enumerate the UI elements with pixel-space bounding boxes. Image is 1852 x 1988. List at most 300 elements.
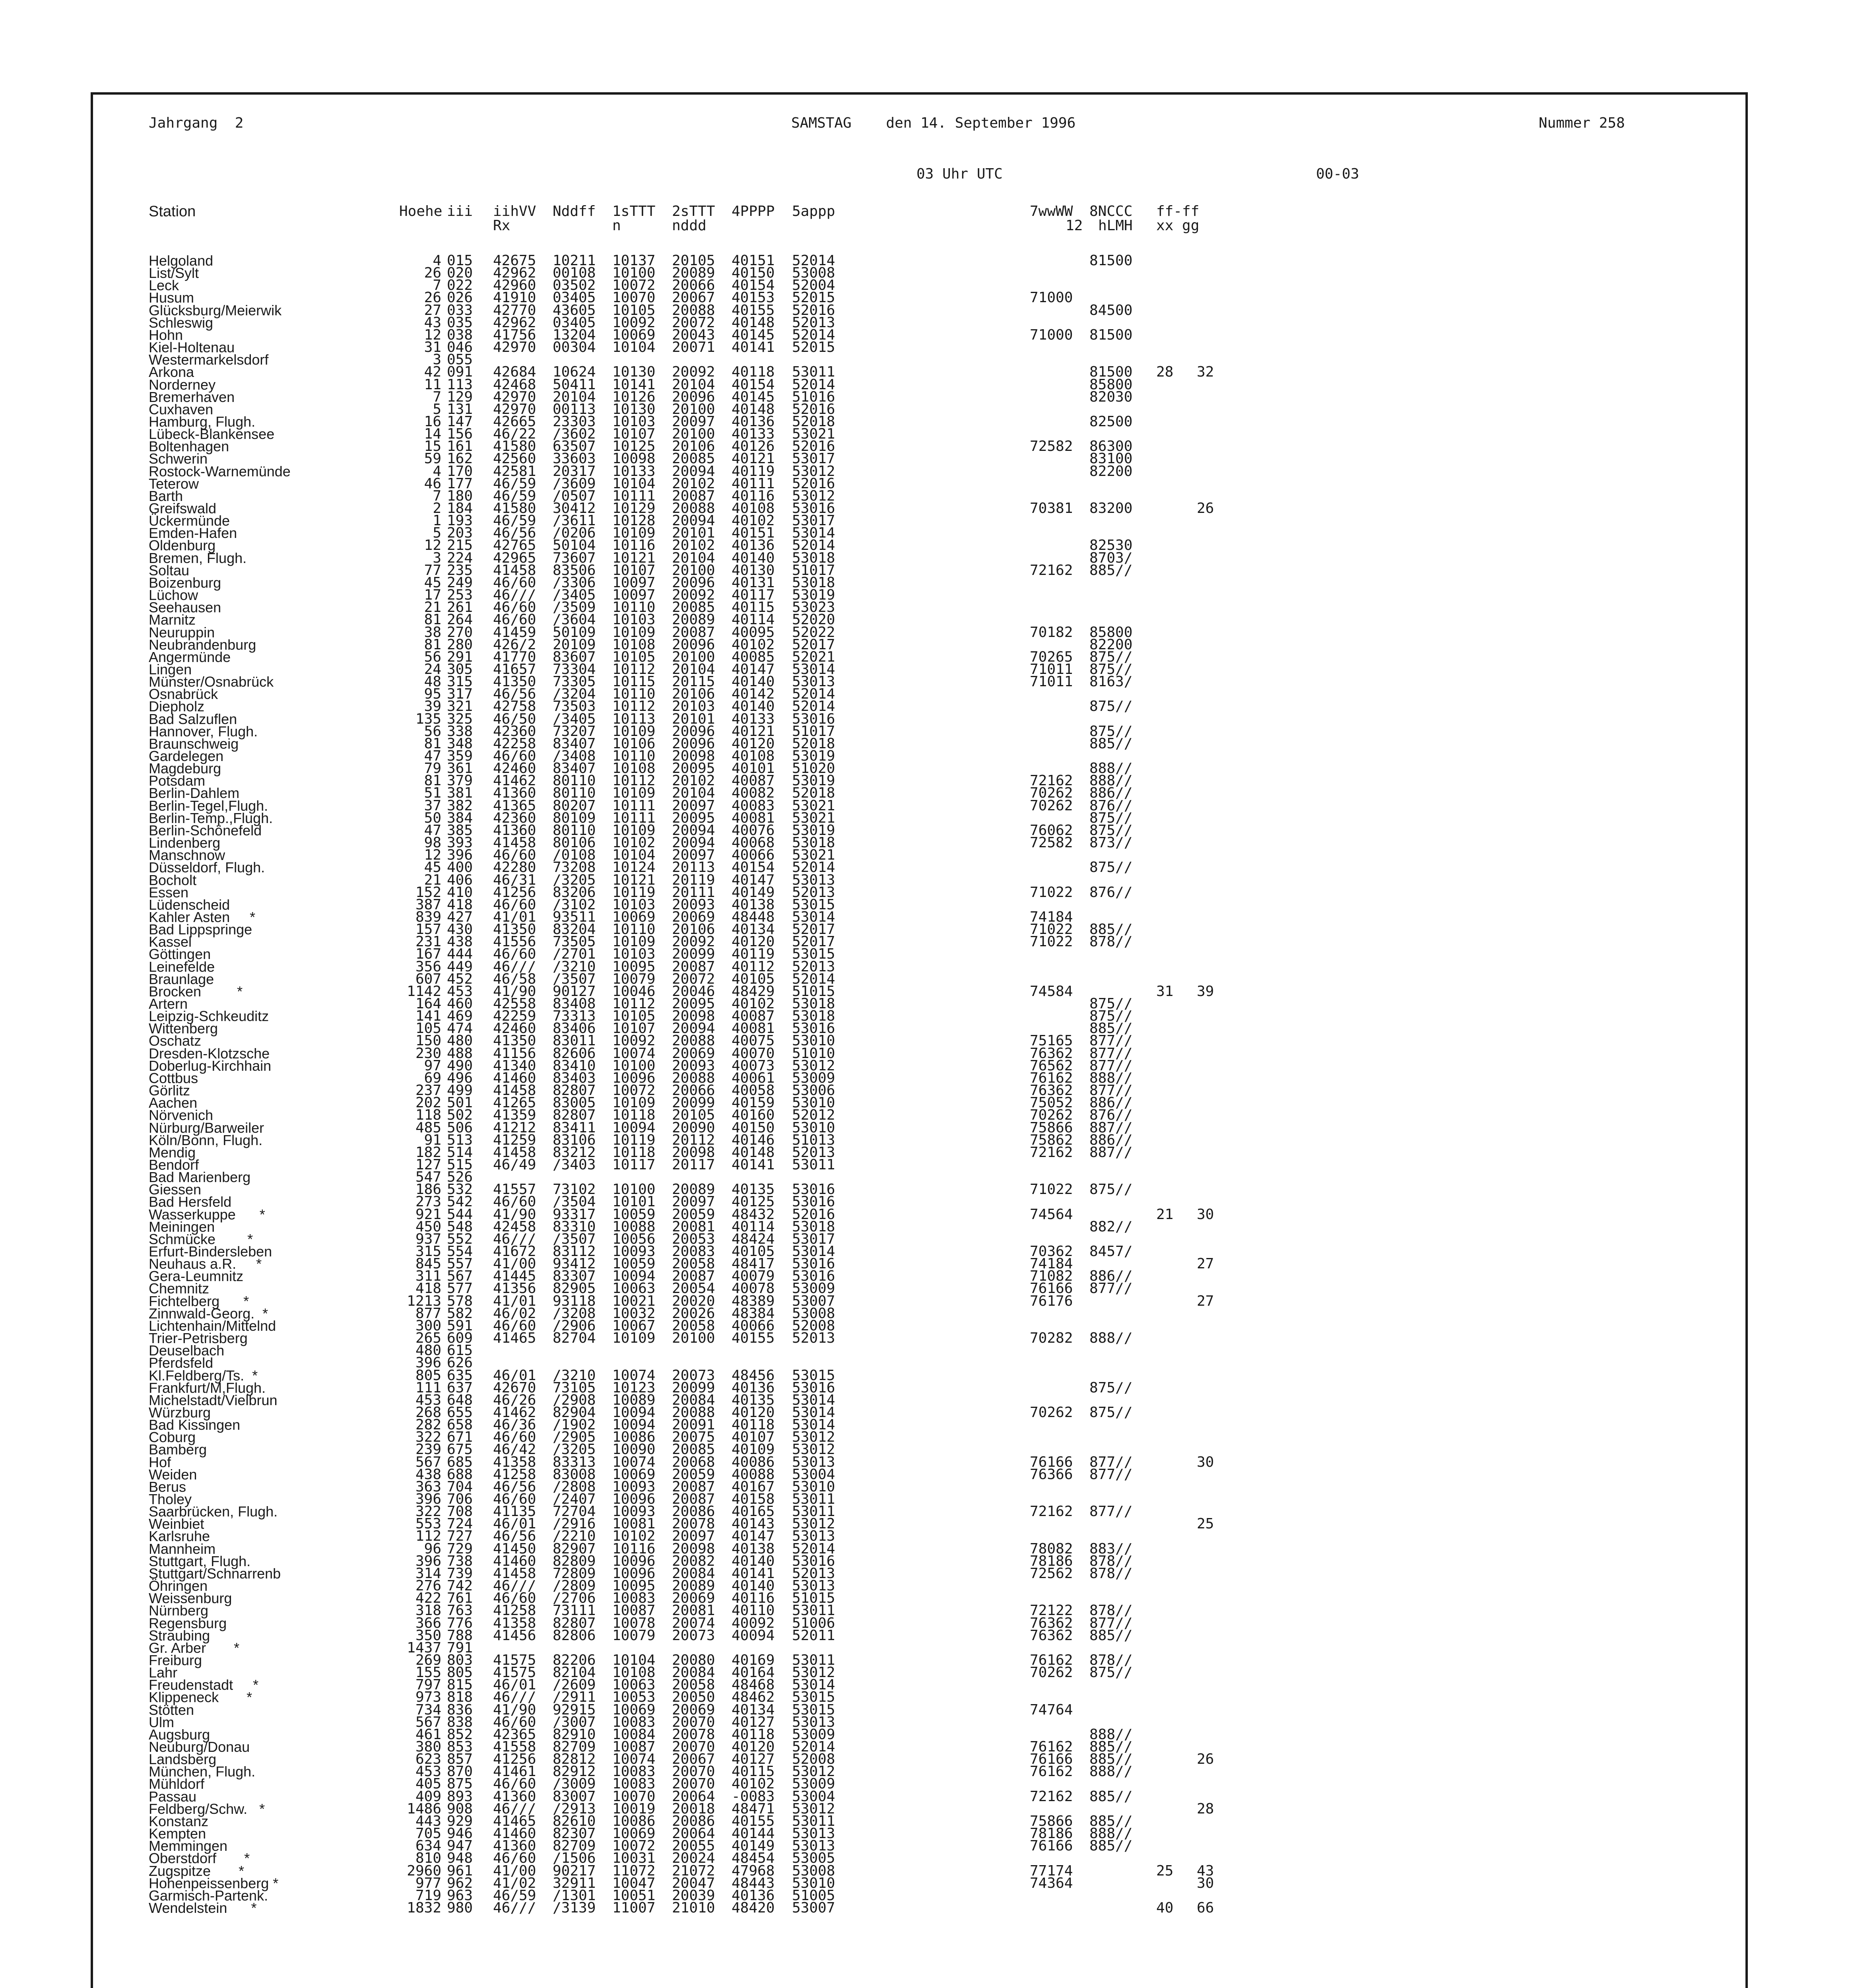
group-iihvv: 41460 xyxy=(493,1825,536,1842)
station-height: 418 xyxy=(415,1280,441,1297)
station-id: 215 xyxy=(447,537,473,554)
station-height: 269 xyxy=(415,1652,441,1668)
station-height: 1142 xyxy=(407,983,441,1000)
group-4pppp: 48454 xyxy=(732,1850,775,1867)
group-8nccc: 85800 xyxy=(1089,624,1133,641)
station-id: 396 xyxy=(447,847,473,864)
station-height: 937 xyxy=(415,1231,441,1247)
group-iihvv: 41465 xyxy=(493,1813,536,1829)
station-name: Pferdsfeld xyxy=(149,1355,214,1371)
station-name: Ückermünde xyxy=(149,513,230,529)
station-height: 81 xyxy=(424,773,441,789)
group-iihvv: 41456 xyxy=(493,1627,536,1644)
group-4pppp: 47968 xyxy=(732,1862,775,1879)
station-height: 45 xyxy=(424,574,441,591)
station-height: 380 xyxy=(415,1739,441,1755)
group-4pppp: 40153 xyxy=(732,289,775,306)
station-height: 2 xyxy=(433,500,441,516)
group-2sttt: 20088 xyxy=(672,500,715,516)
group-8nccc: 876// xyxy=(1089,797,1133,814)
group-4pppp: 40141 xyxy=(732,1156,775,1173)
group-nddff: 83313 xyxy=(553,1454,596,1470)
group-iihvv: 41350 xyxy=(493,1033,536,1049)
station-name: Frankfurt/M,Flugh. xyxy=(149,1379,266,1396)
col-header-ttt1-sub: n xyxy=(612,217,621,234)
group-2sttt: 20099 xyxy=(672,946,715,963)
group-5appp: 53004 xyxy=(792,1466,835,1483)
group-2sttt: 20058 xyxy=(672,1256,715,1272)
station-height: 480 xyxy=(415,1342,441,1359)
station-name: Göttingen xyxy=(149,946,211,963)
group-2sttt: 20078 xyxy=(672,1726,715,1743)
group-1sttt: 10141 xyxy=(612,376,656,393)
station-height: 438 xyxy=(415,1466,441,1483)
group-nddff: 03405 xyxy=(553,314,596,331)
group-5appp: 53014 xyxy=(792,1677,835,1693)
station-height: 839 xyxy=(415,909,441,925)
group-5appp: 53011 xyxy=(792,1652,835,1668)
station-id: 857 xyxy=(447,1751,473,1768)
group-4pppp: 40070 xyxy=(732,1045,775,1062)
group-nddff: 80110 xyxy=(553,785,596,802)
station-height: 3 xyxy=(433,351,441,368)
station-id: 615 xyxy=(447,1342,473,1359)
group-nddff: /0108 xyxy=(553,847,596,864)
group-5appp: 53012 xyxy=(792,1664,835,1681)
group-nddff: 83212 xyxy=(553,1144,596,1161)
group-2sttt: 20089 xyxy=(672,612,715,628)
group-2sttt: 20086 xyxy=(672,1813,715,1829)
group-4pppp: 40149 xyxy=(732,1838,775,1854)
station-name: Osnabrück xyxy=(149,686,218,703)
station-height: 405 xyxy=(415,1776,441,1792)
group-2sttt: 20088 xyxy=(672,1070,715,1086)
group-iihvv: 42670 xyxy=(493,1379,536,1396)
group-7wwww: 72162 xyxy=(1030,1788,1073,1805)
group-1sttt: 10109 xyxy=(612,723,656,740)
group-1sttt: 10047 xyxy=(612,1875,656,1891)
group-7wwww: 74184 xyxy=(1030,1256,1073,1272)
station-name: Rostock-Warnemünde xyxy=(149,463,291,480)
station-id: 532 xyxy=(447,1181,473,1198)
station-id: 515 xyxy=(447,1156,473,1173)
group-8nccc: 882// xyxy=(1089,1218,1133,1235)
group-1sttt: 10079 xyxy=(612,971,656,987)
station-name: Neubrandenburg xyxy=(149,636,256,653)
group-7wwww: 74184 xyxy=(1030,909,1073,925)
station-name: Bendorf xyxy=(149,1156,199,1173)
group-nddff: 82606 xyxy=(553,1045,596,1062)
group-nddff: /1301 xyxy=(553,1887,596,1904)
group-1sttt: 10070 xyxy=(612,289,656,306)
group-8nccc: 82500 xyxy=(1089,413,1133,430)
group-iihvv: 46/60 xyxy=(493,1850,536,1867)
station-name: Bremen, Flugh. xyxy=(149,549,247,566)
group-4pppp: 40082 xyxy=(732,785,775,802)
station-name: Lüchow xyxy=(149,587,198,604)
group-iihvv: 41/90 xyxy=(493,1701,536,1718)
group-1sttt: 10105 xyxy=(612,648,656,665)
group-nddff: 83008 xyxy=(553,1466,596,1483)
station-height: 56 xyxy=(424,723,441,740)
group-1sttt: 10109 xyxy=(612,934,656,950)
station-height: 877 xyxy=(415,1305,441,1322)
group-1sttt: 10031 xyxy=(612,1850,656,1867)
group-4pppp: 40105 xyxy=(732,971,775,987)
group-nddff: 73111 xyxy=(553,1602,596,1619)
station-height: 47 xyxy=(424,748,441,764)
group-iihvv: 41/02 xyxy=(493,1875,536,1891)
station-height: 97 xyxy=(424,1057,441,1074)
group-5appp: 52022 xyxy=(792,624,835,641)
group-1sttt: 10104 xyxy=(612,1652,656,1668)
group-7wwww: 76162 xyxy=(1030,1652,1073,1668)
group-iihvv: 41460 xyxy=(493,1070,536,1086)
group-4pppp: 40118 xyxy=(732,1417,775,1433)
station-name: Bocholt xyxy=(149,872,197,888)
group-5appp: 53011 xyxy=(792,1156,835,1173)
station-id: 384 xyxy=(447,810,473,826)
group-1sttt: 10103 xyxy=(612,413,656,430)
station-id: 514 xyxy=(447,1144,473,1161)
station-id: 870 xyxy=(447,1763,473,1780)
group-nddff: 93317 xyxy=(553,1206,596,1223)
station-height: 26 xyxy=(424,265,441,282)
station-name: Bad Salzuflen xyxy=(149,711,237,727)
group-2sttt: 20098 xyxy=(672,1540,715,1557)
group-1sttt: 10128 xyxy=(612,513,656,529)
station-id: 685 xyxy=(447,1454,473,1470)
station-height: 182 xyxy=(415,1144,441,1161)
station-id: 033 xyxy=(447,302,473,318)
group-iihvv: 41462 xyxy=(493,773,536,789)
station-height: 4 xyxy=(433,463,441,480)
station-name: Saarbrücken, Flugh. xyxy=(149,1503,278,1520)
group-iihvv: 41557 xyxy=(493,1181,536,1198)
group-8nccc: 885// xyxy=(1089,735,1133,752)
station-id: 729 xyxy=(447,1540,473,1557)
group-8nccc: 888// xyxy=(1089,1825,1133,1842)
group-nddff: 83007 xyxy=(553,1788,596,1805)
group-7wwww: 71022 xyxy=(1030,934,1073,950)
group-iihvv: 41458 xyxy=(493,562,536,579)
group-2sttt: 20067 xyxy=(672,1751,715,1768)
group-2sttt: 20073 xyxy=(672,1627,715,1644)
group-1sttt: 10118 xyxy=(612,1107,656,1124)
group-1sttt: 10094 xyxy=(612,1268,656,1285)
group-1sttt: 11007 xyxy=(612,1899,656,1916)
station-height: 47 xyxy=(424,822,441,839)
group-iihvv: 46/56 xyxy=(493,1478,536,1495)
station-height: 24 xyxy=(424,661,441,678)
station-id: 338 xyxy=(447,723,473,740)
group-5appp: 52008 xyxy=(792,1317,835,1334)
group-7wwww: 70182 xyxy=(1030,624,1073,641)
group-5appp: 53019 xyxy=(792,587,835,604)
group-nddff: 13204 xyxy=(553,326,596,343)
station-height: 141 xyxy=(415,1008,441,1025)
group-1sttt: 10072 xyxy=(612,1082,656,1099)
group-1sttt: 10104 xyxy=(612,339,656,356)
group-5appp: 53013 xyxy=(792,1454,835,1470)
group-nddff: 83407 xyxy=(553,735,596,752)
group-iihvv: 46/60 xyxy=(493,748,536,764)
group-7wwww: 71000 xyxy=(1030,326,1073,343)
group-2sttt: 20104 xyxy=(672,661,715,678)
station-id: 460 xyxy=(447,996,473,1012)
group-2sttt: 20102 xyxy=(672,773,715,789)
group-iihvv: 42360 xyxy=(493,723,536,740)
group-4pppp: 40136 xyxy=(732,1379,775,1396)
group-1sttt: 10074 xyxy=(612,1454,656,1470)
group-8nccc: 875// xyxy=(1089,1379,1133,1396)
group-nddff: 73305 xyxy=(553,674,596,690)
group-4pppp: 40121 xyxy=(732,450,775,467)
group-nddff: /3009 xyxy=(553,1776,596,1792)
group-4pppp: 40147 xyxy=(732,661,775,678)
station-id: 022 xyxy=(447,277,473,294)
group-nddff: 03502 xyxy=(553,277,596,294)
group-1sttt: 10112 xyxy=(612,773,656,789)
station-id: 513 xyxy=(447,1132,473,1148)
group-iihvv: 42970 xyxy=(493,388,536,405)
group-8nccc: 876// xyxy=(1089,884,1133,901)
station-name: Gera-Leumnitz xyxy=(149,1268,244,1285)
group-2sttt: 20084 xyxy=(672,1664,715,1681)
group-5appp: 53010 xyxy=(792,1478,835,1495)
group-5appp: 52014 xyxy=(792,859,835,876)
group-2sttt: 20097 xyxy=(672,1528,715,1545)
group-4pppp: 40127 xyxy=(732,1714,775,1730)
group-2sttt: 20104 xyxy=(672,549,715,566)
group-5appp: 51016 xyxy=(792,388,835,405)
group-7wwww: 75866 xyxy=(1030,1119,1073,1136)
col-header-nccc: 8NCCC xyxy=(1089,203,1133,219)
group-1sttt: 10100 xyxy=(612,1181,656,1198)
group-4pppp: 40111 xyxy=(732,475,775,492)
group-nddff: /2908 xyxy=(553,1392,596,1408)
group-1sttt: 10092 xyxy=(612,314,656,331)
station-height: 719 xyxy=(415,1887,441,1904)
group-8nccc: 877// xyxy=(1089,1454,1133,1470)
group-8nccc: 83100 xyxy=(1089,450,1133,467)
group-1sttt: 10110 xyxy=(612,748,656,764)
station-height: 27 xyxy=(424,302,441,318)
group-5appp: 53015 xyxy=(792,1367,835,1384)
group-nddff: 43605 xyxy=(553,302,596,318)
station-id: 359 xyxy=(447,748,473,764)
group-7wwww: 72582 xyxy=(1030,438,1073,455)
station-id: 131 xyxy=(447,401,473,417)
station-name: Regensburg xyxy=(149,1615,227,1631)
station-height: 105 xyxy=(415,1020,441,1037)
col-header-ttt1: 1sTTT xyxy=(612,203,656,219)
group-iihvv: 41259 xyxy=(493,1132,536,1148)
group-2sttt: 20069 xyxy=(672,909,715,925)
group-1sttt: 10123 xyxy=(612,1379,656,1396)
group-iihvv: 46/31 xyxy=(493,872,536,888)
group-1sttt: 10110 xyxy=(612,921,656,938)
group-7wwww: 71022 xyxy=(1030,921,1073,938)
group-1sttt: 10110 xyxy=(612,599,656,616)
group-2sttt: 20106 xyxy=(672,921,715,938)
group-iihvv: 41657 xyxy=(493,661,536,678)
station-name: Coburg xyxy=(149,1429,196,1446)
group-2sttt: 20105 xyxy=(672,252,715,269)
station-id: 305 xyxy=(447,661,473,678)
group-5appp: 52017 xyxy=(792,636,835,653)
group-ff-xx: 31 xyxy=(1156,983,1174,1000)
station-name: Bad Hersfeld xyxy=(149,1194,232,1210)
group-nddff: 50411 xyxy=(553,376,596,393)
station-height: 12 xyxy=(424,847,441,864)
station-name: Diepholz xyxy=(149,698,205,715)
station-name: Cottbus xyxy=(149,1070,198,1086)
group-nddff: 00304 xyxy=(553,339,596,356)
group-2sttt: 20095 xyxy=(672,760,715,777)
group-4pppp: 48429 xyxy=(732,983,775,1000)
group-4pppp: 40108 xyxy=(732,748,775,764)
group-2sttt: 20093 xyxy=(672,1057,715,1074)
group-4pppp: 48384 xyxy=(732,1305,775,1322)
station-id: 162 xyxy=(447,450,473,467)
group-iihvv: 46/// xyxy=(493,1899,536,1916)
group-nddff: /1902 xyxy=(553,1417,596,1433)
station-height: 46 xyxy=(424,475,441,492)
group-ff-gg: 26 xyxy=(1197,1751,1214,1768)
group-4pppp: 40068 xyxy=(732,835,775,851)
station-id: 567 xyxy=(447,1268,473,1285)
group-5appp: 53016 xyxy=(792,1553,835,1569)
group-4pppp: 48471 xyxy=(732,1800,775,1817)
group-4pppp: 40066 xyxy=(732,1317,775,1334)
station-height: 202 xyxy=(415,1095,441,1111)
station-id: 381 xyxy=(447,785,473,802)
group-5appp: 52018 xyxy=(792,785,835,802)
group-5appp: 52014 xyxy=(792,376,835,393)
group-4pppp: 40160 xyxy=(732,1107,775,1124)
group-1sttt: 10084 xyxy=(612,1726,656,1743)
group-iihvv: 42460 xyxy=(493,760,536,777)
group-nddff: 82904 xyxy=(553,1404,596,1421)
station-id: 496 xyxy=(447,1070,473,1086)
station-height: 127 xyxy=(415,1156,441,1173)
group-4pppp: 40155 xyxy=(732,302,775,318)
group-iihvv: 46/60 xyxy=(493,1317,536,1334)
group-5appp: 52015 xyxy=(792,339,835,356)
station-name: Weinbiet xyxy=(149,1516,204,1532)
group-1sttt: 10070 xyxy=(612,1788,656,1805)
group-iihvv: 41/00 xyxy=(493,1862,536,1879)
station-name: Lübeck-Blankensee xyxy=(149,426,275,443)
group-5appp: 51017 xyxy=(792,723,835,740)
station-name: Lindenberg xyxy=(149,835,221,851)
group-nddff: 73207 xyxy=(553,723,596,740)
station-height: 50 xyxy=(424,810,441,826)
group-iihvv: 46/60 xyxy=(493,1714,536,1730)
station-id: 280 xyxy=(447,636,473,653)
group-8nccc: 878// xyxy=(1089,1652,1133,1668)
station-id: 249 xyxy=(447,574,473,591)
station-name: Erfurt-Bindersleben xyxy=(149,1243,272,1260)
group-7wwww: 72162 xyxy=(1030,562,1073,579)
group-iihvv: 42460 xyxy=(493,1020,536,1037)
station-name: Oschatz xyxy=(149,1033,202,1049)
group-nddff: 20317 xyxy=(553,463,596,480)
group-4pppp: 40102 xyxy=(732,636,775,653)
group-1sttt: 10102 xyxy=(612,835,656,851)
station-id: 488 xyxy=(447,1045,473,1062)
group-5appp: 52018 xyxy=(792,413,835,430)
group-7wwww: 71000 xyxy=(1030,289,1073,306)
group-iihvv: 46/60 xyxy=(493,847,536,864)
group-5appp: 51006 xyxy=(792,1615,835,1631)
station-height: 17 xyxy=(424,587,441,604)
group-5appp: 51010 xyxy=(792,1045,835,1062)
station-id: 929 xyxy=(447,1813,473,1829)
group-2sttt: 20102 xyxy=(672,537,715,554)
group-5appp: 53018 xyxy=(792,835,835,851)
group-2sttt: 20087 xyxy=(672,958,715,975)
group-iihvv: 46/60 xyxy=(493,1776,536,1792)
group-iihvv: 42360 xyxy=(493,810,536,826)
group-2sttt: 20086 xyxy=(672,1503,715,1520)
group-iihvv: 41556 xyxy=(493,934,536,950)
station-id: 675 xyxy=(447,1441,473,1458)
group-2sttt: 20074 xyxy=(672,1615,715,1631)
group-1sttt: 10032 xyxy=(612,1305,656,1322)
group-4pppp: 40120 xyxy=(732,1739,775,1755)
group-2sttt: 20097 xyxy=(672,797,715,814)
group-7wwww: 70282 xyxy=(1030,1330,1073,1347)
group-iihvv: 46/// xyxy=(493,1578,536,1594)
group-5appp: 53014 xyxy=(792,661,835,678)
station-id: 853 xyxy=(447,1739,473,1755)
group-8nccc: 887// xyxy=(1089,1119,1133,1136)
station-id: 317 xyxy=(447,686,473,703)
group-8nccc: 8703/ xyxy=(1089,549,1133,566)
group-nddff: /2906 xyxy=(553,1317,596,1334)
group-8nccc: 82030 xyxy=(1089,388,1133,405)
station-height: 69 xyxy=(424,1070,441,1086)
group-1sttt: 10097 xyxy=(612,587,656,604)
group-1sttt: 10051 xyxy=(612,1887,656,1904)
group-5appp: 53005 xyxy=(792,1850,835,1867)
group-2sttt: 20112 xyxy=(672,1132,715,1148)
group-ff-gg: 30 xyxy=(1197,1454,1214,1470)
group-1sttt: 10097 xyxy=(612,574,656,591)
group-nddff: /3205 xyxy=(553,1441,596,1458)
group-7wwww: 76362 xyxy=(1030,1045,1073,1062)
group-7wwww: 70362 xyxy=(1030,1243,1073,1260)
group-1sttt: 10069 xyxy=(612,909,656,925)
group-5appp: 53016 xyxy=(792,711,835,727)
station-name: Trier-Petrisberg xyxy=(149,1330,248,1347)
group-7wwww: 76366 xyxy=(1030,1466,1073,1483)
station-id: 315 xyxy=(447,674,473,690)
group-1sttt: 10056 xyxy=(612,1231,656,1247)
group-iihvv: 46/60 xyxy=(493,896,536,913)
group-8nccc: 887// xyxy=(1089,1144,1133,1161)
group-5appp: 53018 xyxy=(792,1008,835,1025)
station-id: 761 xyxy=(447,1590,473,1607)
group-2sttt: 20046 xyxy=(672,983,715,1000)
group-nddff: 92915 xyxy=(553,1701,596,1718)
group-iihvv: 41265 xyxy=(493,1095,536,1111)
col-header-hoehe: Hoehe xyxy=(399,203,443,219)
group-1sttt: 10021 xyxy=(612,1293,656,1309)
group-2sttt: 20102 xyxy=(672,475,715,492)
